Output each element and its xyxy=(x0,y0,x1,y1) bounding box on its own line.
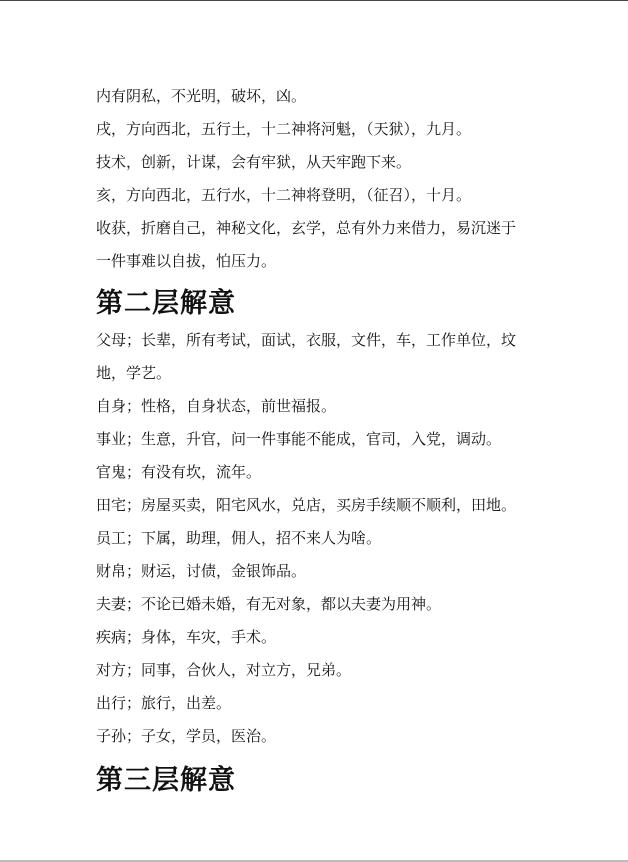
text-line: 官鬼；有没有坎，流年。 xyxy=(96,463,262,481)
top-border xyxy=(0,0,628,1)
text-line: 子孙；子女，学员，医治。 xyxy=(96,727,277,745)
section-heading-2: 第二层解意 xyxy=(96,288,236,319)
document-page xyxy=(96,80,546,801)
text-line: 员工；下属，助理，佣人，招不来人为啥。 xyxy=(96,529,382,547)
section-heading-3: 第三层解意 xyxy=(96,765,236,796)
text-line: 父母；长辈，所有考试，面试，衣服，文件，车，工作单位，坟 xyxy=(96,331,517,349)
text-line: 夫妻；不论已婚未婚，有无对象，都以夫妻为用神。 xyxy=(96,595,442,613)
text-line: 亥，方向西北，五行水，十二神将登明，（征召），十月。 xyxy=(96,186,472,204)
text-line: 收获，折磨自己，神秘文化，玄学，总有外力来借力，易沉迷于 xyxy=(96,219,517,237)
text-line: 戌，方向西北，五行土，十二神将河魁，（天狱），九月。 xyxy=(96,120,472,138)
text-line: 财帛；财运，讨债，金银饰品。 xyxy=(96,562,307,580)
text-line: 自身；性格，自身状态，前世福报。 xyxy=(96,397,337,415)
text-line: 田宅；房屋买卖，阳宅风水，兑店，买房手续顺不顺利，田地。 xyxy=(96,496,517,514)
text-line: 一件事难以自拔，怕压力。 xyxy=(96,252,277,270)
text-line: 内有阴私，不光明，破坏，凶。 xyxy=(96,87,307,105)
text-line: 事业；生意，升官，问一件事能不能成，官司，入党，调动。 xyxy=(96,430,502,448)
text-line: 技术，创新，计谋，会有牢狱，从天牢跑下来。 xyxy=(96,153,412,171)
text-line: 对方；同事，合伙人，对立方，兄弟。 xyxy=(96,661,352,679)
text-line: 地，学艺。 xyxy=(96,364,172,382)
text-line: 出行；旅行，出差。 xyxy=(96,694,232,712)
text-line: 疾病；身体，车灾，手术。 xyxy=(96,628,277,646)
